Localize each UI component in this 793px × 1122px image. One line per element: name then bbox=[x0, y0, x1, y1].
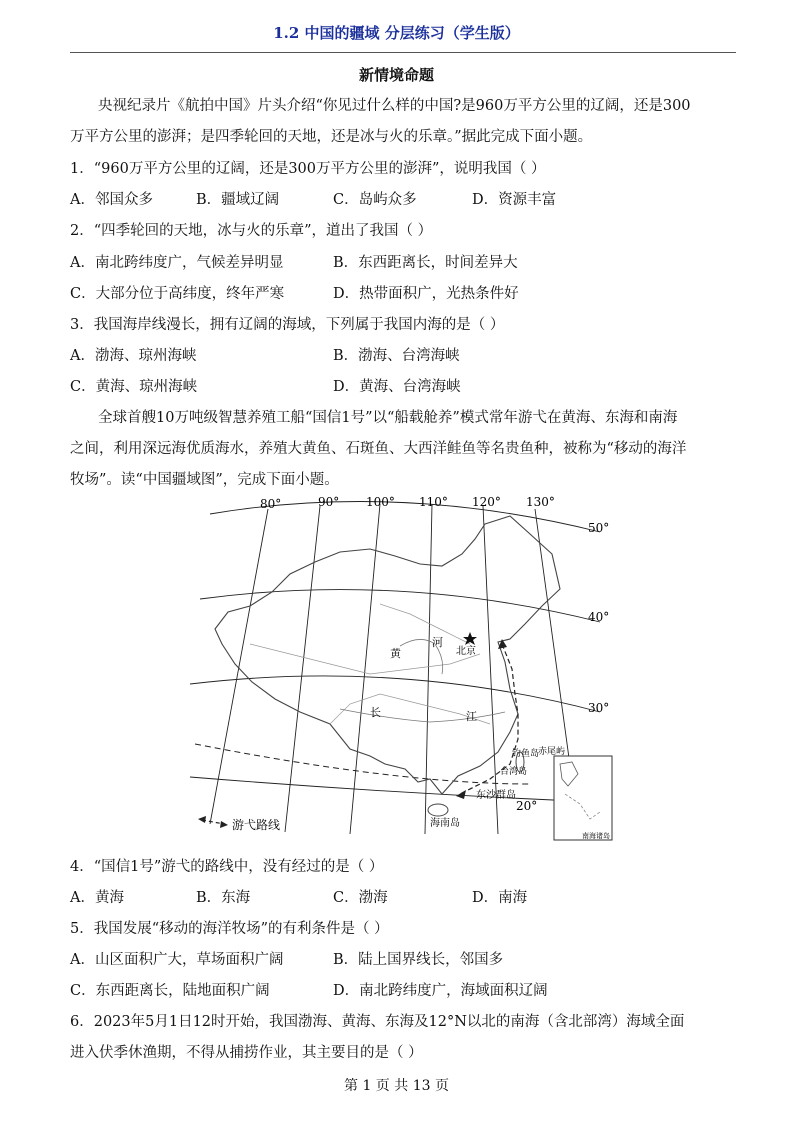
q6-line2: 进入伏季休渔期，不得从捕捞作业，其主要目的是（ ） bbox=[70, 1045, 423, 1061]
hainan-island bbox=[428, 804, 448, 816]
label-he: 河 bbox=[432, 636, 443, 649]
q4-option-a[interactable]: A．黄海 bbox=[70, 890, 124, 906]
intro1-line2: 万平方公里的澎湃；是四季轮回的天地，还是冰与火的乐章。”据此完成下面小题。 bbox=[70, 129, 593, 145]
lat-label-50: 50° bbox=[588, 521, 610, 535]
q5-option-a[interactable]: A．山区面积广大，草场面积广阔 bbox=[70, 952, 284, 968]
tropic-dashed-line bbox=[195, 744, 530, 784]
yangtze-river bbox=[340, 709, 505, 722]
longitude-line-100 bbox=[350, 504, 380, 834]
q1-option-d[interactable]: D．资源丰富 bbox=[472, 192, 557, 208]
q4-option-d[interactable]: D．南海 bbox=[472, 890, 528, 906]
q2-stem: 2．“四季轮回的天地，冰与火的乐章”，道出了我国（ ） bbox=[70, 223, 433, 239]
q1-option-b[interactable]: B．疆域辽阔 bbox=[196, 192, 280, 208]
header-divider bbox=[70, 52, 736, 53]
q4-stem: 4．“国信1号”游弋的路线中，没有经过的是（ ） bbox=[70, 859, 384, 875]
route-arrow-south bbox=[456, 790, 466, 799]
q6-line1: 6．2023年5月1日12时开始，我国渤海、黄海、东海及12°N以北的南海（含北部湾）海域全面 bbox=[70, 1014, 685, 1030]
south-china-sea-inset bbox=[554, 756, 612, 840]
intro2-line2: 之间，利用深远海优质海水，养殖大黄鱼、石斑鱼、大西洋鲑鱼等名贵鱼种，被称为“移动的海洋 bbox=[70, 441, 687, 457]
q5-stem: 5．我国发展“移动的海洋牧场”的有利条件是（ ） bbox=[70, 921, 389, 937]
q3-option-d[interactable]: D．黄海、台湾海峡 bbox=[333, 379, 461, 395]
label-dongsha: 东沙群岛 bbox=[476, 790, 516, 801]
q3-stem: 3．我国海岸线漫长，拥有辽阔的海域，下列属于我国内海的是（ ） bbox=[70, 317, 505, 333]
q3-option-a[interactable]: A．渤海、琼州海峡 bbox=[70, 348, 197, 364]
page-header-title: 1.2 中国的疆域 分层练习（学生版） bbox=[273, 24, 520, 42]
lon-label-100: 100° bbox=[366, 495, 395, 509]
longitude-line-80 bbox=[210, 509, 268, 824]
lon-label-120: 120° bbox=[472, 495, 501, 509]
label-huang: 黄 bbox=[390, 647, 401, 660]
q1-option-a[interactable]: A．邻国众多 bbox=[70, 192, 153, 208]
lat-label-30: 30° bbox=[588, 701, 610, 715]
lon-label-130: 130° bbox=[526, 495, 555, 509]
label-taiwan: 台湾岛 bbox=[500, 767, 528, 777]
legend-arrow-left bbox=[198, 816, 206, 823]
q2-option-d[interactable]: D．热带面积广，光热条件好 bbox=[333, 286, 519, 302]
label-chang: 长 bbox=[370, 706, 381, 719]
label-jiang: 江 bbox=[466, 710, 477, 723]
q1-option-c[interactable]: C．岛屿众多 bbox=[333, 192, 417, 208]
lon-label-110: 110° bbox=[419, 495, 448, 509]
longitude-line-120 bbox=[483, 506, 498, 834]
page-footer: 第 1 页 共 13 页 bbox=[344, 1078, 449, 1094]
q2-option-a[interactable]: A．南北跨纬度广，气候差异明显 bbox=[70, 255, 284, 271]
q5-option-b[interactable]: B．陆上国界线长，邻国多 bbox=[333, 952, 504, 968]
china-territory-map bbox=[180, 494, 620, 846]
intro2-line3: 牧场”。读“中国疆域图”，完成下面小题。 bbox=[70, 472, 339, 488]
latitude-line-20 bbox=[190, 777, 600, 802]
lat-label-40: 40° bbox=[588, 610, 610, 624]
latitude-line-40 bbox=[200, 590, 600, 622]
q4-option-b[interactable]: B．东海 bbox=[196, 890, 251, 906]
q5-option-d[interactable]: D．南北跨纬度广，海域面积辽阔 bbox=[333, 983, 548, 999]
legend-label: 游弋路线 bbox=[232, 818, 281, 832]
q5-option-c[interactable]: C．东西距离长，陆地面积广阔 bbox=[70, 983, 270, 999]
label-chiwei: 赤尾屿 bbox=[538, 747, 566, 757]
section-title: 新情境命题 bbox=[358, 66, 434, 84]
q2-option-c[interactable]: C．大部分位于高纬度，终年严寒 bbox=[70, 286, 285, 302]
label-beijing: 北京 bbox=[456, 646, 476, 657]
lat-label-20: 20° bbox=[516, 799, 538, 813]
q1-stem: 1．“960万平方公里的辽阔，还是300万平方公里的澎湃”，说明我国（ ） bbox=[70, 161, 546, 177]
lon-label-80: 80° bbox=[260, 497, 282, 511]
intro1-line1: 央视纪录片《航拍中国》片头介绍“你见过什么样的中国?是960万平方公里的辽阔，还是300 bbox=[98, 98, 691, 114]
longitude-line-110 bbox=[425, 504, 432, 834]
lon-label-90: 90° bbox=[318, 495, 340, 509]
q3-option-c[interactable]: C．黄海、琼州海峡 bbox=[70, 379, 198, 395]
label-inset: 南海诸岛 bbox=[582, 832, 610, 840]
intro2-line1: 全球首艘10万吨级智慧养殖工船“国信1号”以“船载舱养”模式常年游弋在黄海、东海和南海 bbox=[98, 410, 678, 426]
beijing-star-icon bbox=[463, 632, 477, 645]
q4-option-c[interactable]: C．渤海 bbox=[333, 890, 388, 906]
longitude-line-90 bbox=[285, 506, 320, 832]
province-boundaries-north bbox=[380, 604, 470, 644]
china-outline bbox=[215, 516, 560, 794]
q3-option-b[interactable]: B．渤海、台湾海峡 bbox=[333, 348, 460, 364]
q2-option-b[interactable]: B．东西距离长，时间差异大 bbox=[333, 255, 518, 271]
legend-arrow-right bbox=[220, 821, 228, 828]
label-hainan: 海南岛 bbox=[430, 818, 460, 829]
label-diaoyu: 钓鱼岛 bbox=[512, 749, 540, 759]
